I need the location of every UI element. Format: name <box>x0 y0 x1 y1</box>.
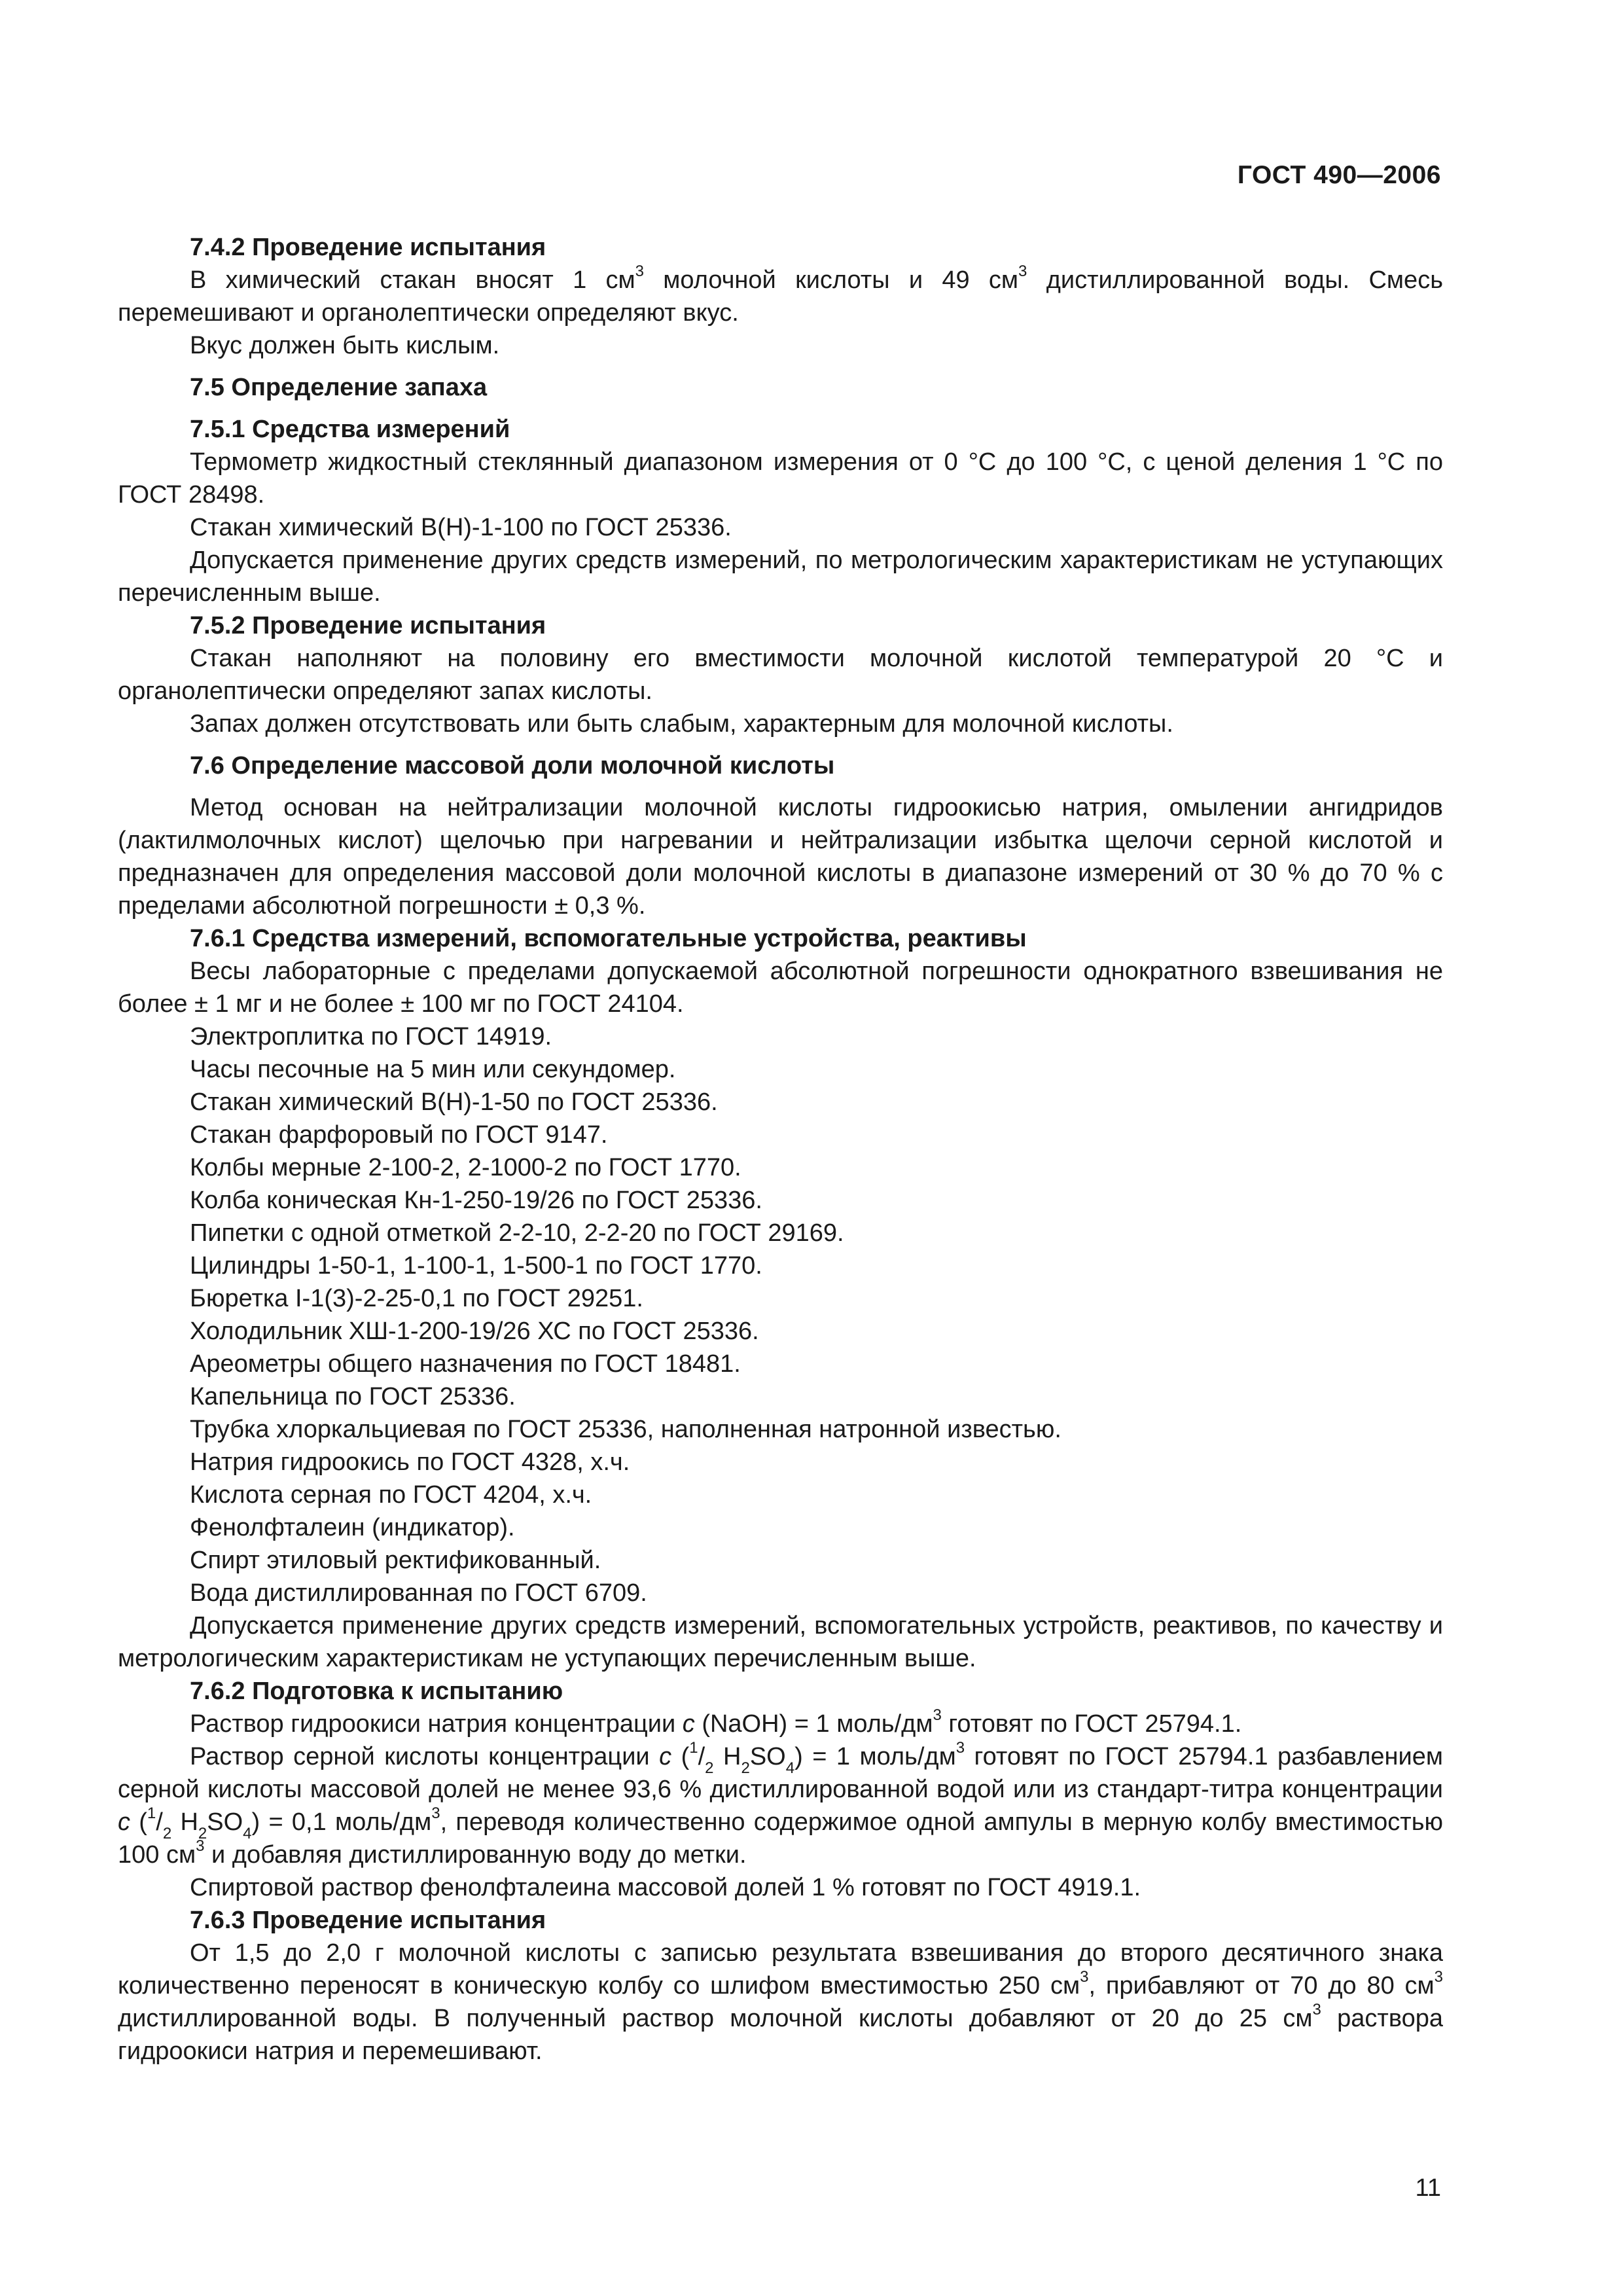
list-item: Цилиндры 1-50-1, 1-100-1, 1-500-1 по ГОСТ 1770. <box>190 1252 762 1280</box>
document-code-header: ГОСТ 490—2006 <box>1237 161 1441 189</box>
list-item: Трубка хлоркальциевая по ГОСТ 25336, наполненная натронной известью. <box>190 1416 1061 1443</box>
section-heading-7-4-2: 7.4.2 Проведение испытания <box>190 234 546 261</box>
paragraph: Стакан наполняют на половину его вместимости молочной кислотой температурой 20 °С и органолептически определяют запах кислоты. <box>118 645 1443 705</box>
list-item: Бюретка I-1(3)-2-25-0,1 по ГОСТ 29251. <box>190 1285 643 1312</box>
section-heading-7-5-1: 7.5.1 Средства измерений <box>190 416 510 443</box>
section-heading-7-6: 7.6 Определение массовой доли молочной кислоты <box>190 752 835 780</box>
list-item: Ареометры общего назначения по ГОСТ 18481. <box>190 1350 741 1378</box>
list-item: Колба коническая Кн-1-250-19/26 по ГОСТ 25336. <box>190 1187 762 1214</box>
paragraph: Стакан химический В(Н)-1-100 по ГОСТ 25336. <box>190 514 732 541</box>
list-item: Часы песочные на 5 мин или секундомер. <box>190 1056 676 1083</box>
list-item: Капельница по ГОСТ 25336. <box>190 1383 516 1410</box>
paragraph: Метод основан на нейтрализации молочной кислоты гидроокисью натрия, омылении ангидридов (лактилмолочных кислот) щелочью при нагревании и нейтрализации избытка щелочи серной кислотой и предназначен для определения массовой доли молочной кислоты в диапазоне измерений от 30 % до 70 % с пределами абсолютной погрешности ± 0,3 %. <box>118 794 1443 920</box>
list-item: Фенолфталеин (индикатор). <box>190 1514 515 1541</box>
section-heading-7-6-1: 7.6.1 Средства измерений, вспомогательные устройства, реактивы <box>190 925 1027 952</box>
section-heading-7-6-3: 7.6.3 Проведение испытания <box>190 1907 546 1934</box>
list-item: Спирт этиловый ректификованный. <box>190 1547 601 1574</box>
document-body <box>118 231 1443 2068</box>
list-item: Холодильник ХШ-1-200-19/26 ХС по ГОСТ 25336. <box>190 1318 759 1345</box>
paragraph: Спиртовой раствор фенолфталеина массовой долей 1 % готовят по ГОСТ 4919.1. <box>190 1874 1141 1901</box>
paragraph: Допускается применение других средств измерений, по метрологическим характеристикам не уступающих перечисленным выше. <box>118 547 1443 607</box>
list-item: Натрия гидроокись по ГОСТ 4328, х.ч. <box>190 1448 630 1476</box>
list-item: Электроплитка по ГОСТ 14919. <box>190 1023 552 1050</box>
paragraph: Раствор серной кислоты концентрации с ($^1/_2$ $H_2SO_4) = 1$ моль/$дм^3$ готовят по ГОСТ 25794.1 разбавлением серной кислоты массовой долей не менее 93,6 % дистиллированной водой или из стандарт-титра концентрации с ($^1/_2$ $H_2SO_4) = 0,1$ моль/$дм^3$, переводя количественно содержимое одной ампулы в мерную колбу вместимостью 100 $см^3$ и добавляя дистиллированную воду до метки. <box>118 1739 1444 1869</box>
page-number: 11 <box>1415 2174 1441 2202</box>
paragraph: Раствор гидроокиси натрия концентрации с (NaOH) = 1 моль/$дм^3$ готовят по ГОСТ 25794.1. <box>190 1706 1242 1738</box>
list-item: Пипетки с одной отметкой 2-2-10, 2-2-20 по ГОСТ 29169. <box>190 1219 844 1247</box>
list-item: Кислота серная по ГОСТ 4204, х.ч. <box>190 1481 592 1509</box>
section-heading-7-6-2: 7.6.2 Подготовка к испытанию <box>190 1677 563 1705</box>
list-item: Стакан фарфоровый по ГОСТ 9147. <box>190 1121 608 1149</box>
paragraph: Запах должен отсутствовать или быть слабым, характерным для молочной кислоты. <box>190 710 1173 738</box>
section-heading-7-5: 7.5 Определение запаха <box>190 374 488 401</box>
list-item: Допускается применение других средств измерений, вспомогательных устройств, реактивов, по качеству и метрологическим характеристикам не уступающих перечисленным выше. <box>118 1612 1443 1672</box>
paragraph: От 1,5 до 2,0 г молочной кислоты с записью результата взвешивания до второго десятичного знака количественно переносят в коническую колбу со шлифом вместимостью 250 $см^3$, прибавляют от 70 до 80 $см^3$ дистиллированной воды. В полученный раствор молочной кислоты добавляют от 20 до 25 $см^3$ раствора гидроокиси натрия и перемешивают. <box>118 1939 1444 2065</box>
paragraph: В химический стакан вносят 1 $см^3$ молочной кислоты и 49 $см^3$ дистиллированной воды. Смесь перемешивают и органолептически определяют вкус. <box>118 262 1443 327</box>
list-item: Весы лабораторные с пределами допускаемой абсолютной погрешности однократного взвешивания не более ± 1 мг и не более ± 100 мг по ГОСТ 24104. <box>118 958 1443 1018</box>
paragraph: Термометр жидкостный стеклянный диапазоном измерения от 0 °С до 100 °С, с ценой деления 1 °С по ГОСТ 28498. <box>118 448 1443 509</box>
paragraph: Вкус должен быть кислым. <box>190 332 500 359</box>
list-item: Колбы мерные 2-100-2, 2-1000-2 по ГОСТ 1770. <box>190 1154 741 1181</box>
list-item: Стакан химический В(Н)-1-50 по ГОСТ 25336. <box>190 1088 718 1116</box>
section-heading-7-5-2: 7.5.2 Проведение испытания <box>190 612 546 639</box>
list-item: Вода дистиллированная по ГОСТ 6709. <box>190 1579 647 1607</box>
